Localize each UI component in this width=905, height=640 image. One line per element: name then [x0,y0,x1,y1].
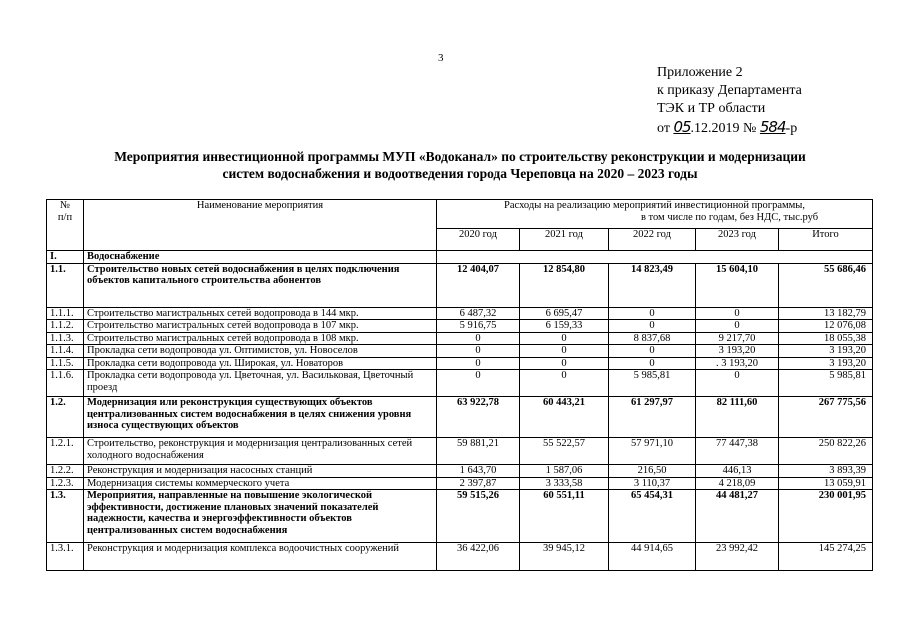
row-year-value: 0 [609,307,696,320]
row-total: 230 001,95 [779,490,873,543]
row-year-value: 0 [696,370,779,397]
row-year-value: 0 [520,332,609,345]
row-name: Водоснабжение [84,251,437,264]
row-year-value: 0 [437,370,520,397]
row-year-value: 44 481,27 [696,490,779,543]
table-row [47,251,873,264]
row-number: 1.2. [47,397,84,438]
row-name: Строительство, реконструкция и модернизация централизованных сетей холодного водоснабжения [84,438,437,465]
table-row [47,263,873,307]
row-year-value: 0 [696,307,779,320]
row-year-value: 36 422,06 [437,543,520,571]
header-number: № п/п [47,200,84,251]
row-year-value: 23 992,42 [696,543,779,571]
row-year-value: 44 914,65 [609,543,696,571]
row-total: 13 182,79 [779,307,873,320]
table-row [47,397,873,438]
row-year-value: 3 193,20 [696,345,779,358]
investment-table [46,199,873,571]
row-year-value: 446,13 [696,465,779,478]
row-year-value: 60 443,21 [520,397,609,438]
appendix-date-line [657,118,802,138]
appendix-line-3: ТЭК и ТР области [657,101,766,116]
row-year-value: 57 971,10 [609,438,696,465]
row-name: Строительство магистральных сетей водопровода в 107 мкр. [84,320,437,333]
row-year-value: 0 [520,370,609,397]
section-filler [437,251,873,264]
row-name: Прокладка сети водопровода ул. Оптимистов, ул. Новоселов [84,345,437,358]
appendix-header [657,64,802,138]
row-year-value: 59 515,26 [437,490,520,543]
row-year-value: 12 854,80 [520,263,609,307]
row-total: 5 985,81 [779,370,873,397]
row-name: Строительство магистральных сетей водопровода в 144 мкр. [84,307,437,320]
row-total: 13 059,91 [779,477,873,490]
table-row [47,307,873,320]
row-year-value: 4 218,09 [696,477,779,490]
row-name: Строительство новых сетей водоснабжения в целях подключения объектов капитального строительства абонентов [84,263,437,307]
row-number: 1.3. [47,490,84,543]
row-year-value: 0 [437,332,520,345]
row-year-value: 6 695,47 [520,307,609,320]
row-year-value: 0 [609,320,696,333]
row-name: Реконструкция и модернизация комплекса водоочистных сооружений [84,543,437,571]
table-row [47,465,873,478]
table-row [47,357,873,370]
row-year-value: 8 837,68 [609,332,696,345]
table-row [47,320,873,333]
row-year-value: 0 [609,345,696,358]
row-total: 267 775,56 [779,397,873,438]
row-number: 1.3.1. [47,543,84,571]
row-year-value: 216,50 [609,465,696,478]
row-name: Прокладка сети водопровода ул. Цветочная, ул. Васильковая, Цветочный проезд [84,370,437,397]
row-year-value: 55 522,57 [520,438,609,465]
row-number: 1.1.6. [47,370,84,397]
row-year-value: 5 916,75 [437,320,520,333]
row-year-value: 12 404,07 [437,263,520,307]
row-name: Строительство магистральных сетей водопровода в 108 мкр. [84,332,437,345]
row-total: 18 055,38 [779,332,873,345]
row-year-value: 6 159,33 [520,320,609,333]
table-row [47,543,873,571]
row-year-value: 1 587,06 [520,465,609,478]
row-year-value: 0 [520,345,609,358]
table-row [47,490,873,543]
handwritten-day: 05 [673,118,691,136]
row-total: 3 893,39 [779,465,873,478]
row-number: 1.1.3. [47,332,84,345]
row-year-value: 0 [437,357,520,370]
header-year: 2023 год [696,229,779,251]
header-total: Итого [779,229,873,251]
row-year-value: 3 333,58 [520,477,609,490]
row-year-value: 14 823,49 [609,263,696,307]
row-year-value: 0 [437,345,520,358]
order-suffix: -р [785,121,798,136]
row-total: 145 274,25 [779,543,873,571]
document-title [40,148,880,182]
row-number: 1.1. [47,263,84,307]
header-year: 2020 год [437,229,520,251]
row-year-value: 3 110,37 [609,477,696,490]
row-year-value: 82 111,60 [696,397,779,438]
row-year-value: 15 604,10 [696,263,779,307]
row-year-value: 77 447,38 [696,438,779,465]
row-number: 1.2.3. [47,477,84,490]
title-line-1: Мероприятия инвестиционной программы МУП «Водоканал» по строительству реконструкции и модернизации [114,149,806,164]
row-number: 1.1.1. [47,307,84,320]
row-year-value: 5 985,81 [609,370,696,397]
row-total: 250 822,26 [779,438,873,465]
handwritten-order-number: 584 [759,118,786,136]
row-number: 1.1.4. [47,345,84,358]
row-number: I. [47,251,84,264]
table-row [47,477,873,490]
header-year: 2021 год [520,229,609,251]
table-row [47,345,873,358]
row-name: Модернизация или реконструкция существующих объектов централизованных систем водоснабжения в целях снижения уровня износа существующих объектов [84,397,437,438]
page-number: 3 [438,52,444,64]
title-line-2: систем водоснабжения и водоотведения города Череповца на 2020 – 2023 годы [222,166,698,181]
table-row [47,370,873,397]
table-row [47,438,873,465]
row-year-value: . 3 193,20 [696,357,779,370]
row-year-value: 0 [520,357,609,370]
row-total: 3 193,20 [779,345,873,358]
row-year-value: 6 487,32 [437,307,520,320]
row-total: 3 193,20 [779,357,873,370]
row-number: 1.2.1. [47,438,84,465]
row-year-value: 0 [696,320,779,333]
table-body [47,251,873,571]
row-year-value: 63 922,78 [437,397,520,438]
row-year-value: 60 551,11 [520,490,609,543]
row-number: 1.2.2. [47,465,84,478]
table-row [47,332,873,345]
row-year-value: 1 643,70 [437,465,520,478]
row-name: Реконструкция и модернизация насосных станций [84,465,437,478]
appendix-line-1: Приложение 2 [657,65,743,80]
row-number: 1.1.2. [47,320,84,333]
header-name: Наименование мероприятия [84,200,437,251]
row-name: Модернизация системы коммерческого учета [84,477,437,490]
row-year-value: 9 217,70 [696,332,779,345]
row-year-value: 0 [609,357,696,370]
header-costs: Расходы на реализацию мероприятий инвестиционной программы, в том числе по годам, без НДС, тыс.руб [437,200,873,229]
header-year: 2022 год [609,229,696,251]
date-prefix: от [657,121,670,136]
row-year-value: 39 945,12 [520,543,609,571]
row-number: 1.1.5. [47,357,84,370]
row-total: 12 076,08 [779,320,873,333]
row-year-value: 61 297,97 [609,397,696,438]
row-name: Прокладка сети водопровода ул. Широкая, ул. Новаторов [84,357,437,370]
appendix-line-2: к приказу Департамента [657,83,802,98]
date-rest: .12.2019 № [690,121,757,136]
row-year-value: 65 454,31 [609,490,696,543]
row-total: 55 686,46 [779,263,873,307]
row-year-value: 59 881,21 [437,438,520,465]
row-name: Мероприятия, направленные на повышение экологической эффективности, достижение плановых значений показателей надежности, качества и энергоэффективности объектов централизованных систем водоснабжения [84,490,437,543]
row-year-value: 2 397,87 [437,477,520,490]
